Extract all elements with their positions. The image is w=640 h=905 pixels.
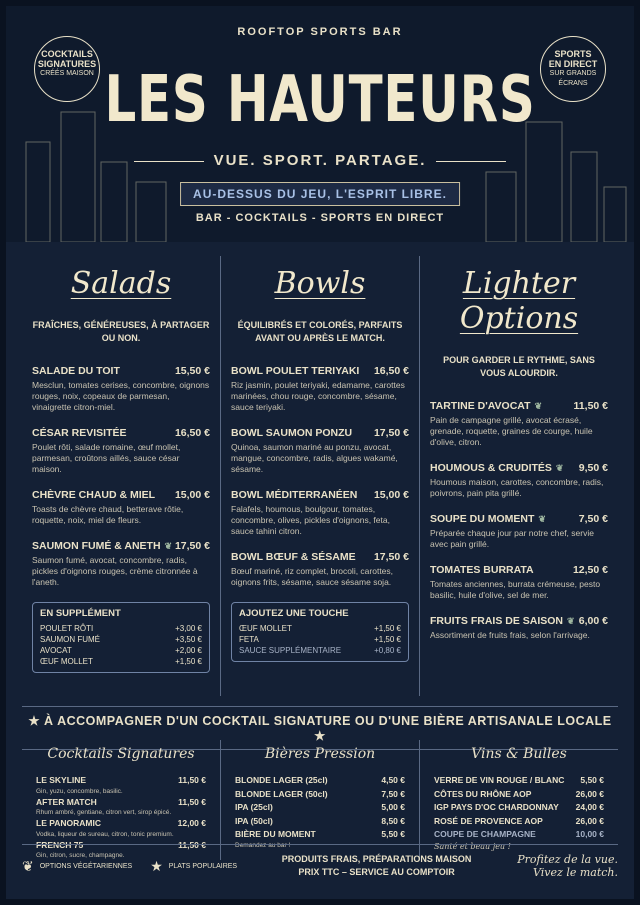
menu-item [32,489,210,526]
item-desc: Toasts de chèvre chaud, betterave rôtie, roquette, noix, miel de fleurs. [32,504,184,525]
supplement-name: ŒUF MOLLET [40,657,93,666]
item-desc: Assortiment de fruits frais, selon l'arrivage. [430,630,590,640]
leaf-icon: ❦ [555,463,564,473]
header-subline: BAR - COCKTAILS - SPORTS EN DIRECT [195,212,445,224]
drink-name: AFTER MATCH [36,796,97,807]
drink-price: 11,50 € [178,775,206,785]
legend-veg-label: OPTIONS VÉGÉTARIENNES [39,862,133,870]
supplement-title: EN SUPPLÉMENT [40,608,121,619]
badge-left-line2: SIGNATURES [37,59,97,69]
footer-script [498,853,618,879]
item-name: TARTINE D'AVOCAT [430,400,531,412]
item-name: BOWL SAUMON PONZU [231,427,353,439]
pairing-banner: ★ À ACCOMPAGNER D'UN COCKTAIL SIGNATURE OU D'UNE BIÈRE ARTISANALE LOCALE ★ [22,706,618,750]
lighter-column [419,256,618,696]
item-name: TOMATES BURRATA [430,564,534,576]
drinks-section [22,740,618,860]
drink-desc: Gin, yuzu, concombre, basilic. [36,787,123,795]
item-price: 17,50 € [373,427,409,439]
item-desc: Houmous maison, carottes, concombre, radis, poivrons, pain pita grillé. [430,477,604,498]
legend-veg [22,857,133,874]
footer-center [255,853,498,879]
beers-title: Bières Pression [264,746,376,762]
extras-box [231,602,409,662]
menu-item [430,462,608,499]
legend-popular [150,857,238,874]
menu-item [32,427,210,475]
drink-name: LE PANORAMIC [36,818,102,828]
drink-name: IPA (25cl) [235,802,273,812]
item-name: SALADE DU TOIT [32,365,120,377]
tagline: VUE. SPORT. PARTAGE. [6,152,634,169]
supplement-name: SAUMON FUMÉ [40,635,100,644]
item-price: 16,50 € [373,365,409,377]
drink-name: FRENCH 75 [36,839,84,850]
extra-name: ŒUF MOLLET [239,624,292,633]
bowls-subtitle: ÉQUILIBRÉS ET COLORÉS, PARFAITS AVANT OU APRÈS LE MATCH. [237,320,403,343]
item-desc: Mesclun, tomates cerises, concombre, oignons rouges, noix, copeaux de parmesan, vinaigrette citron-miel. [32,380,210,412]
supplement-name: AVOCAT [40,646,72,655]
drink-name: COUPE DE CHAMPAGNE [434,829,536,839]
salads-column [22,256,220,696]
footer-line2: PRIX TTC – SERVICE AU COMPTOIR [298,867,455,877]
supplement-price: +3,00 € [175,624,202,633]
food-columns [22,256,618,696]
item-name: BOWL POULET TERIYAKI [231,365,360,377]
drink-price: 12,00 € [177,818,206,828]
salads-title: Salads [70,266,172,301]
leaf-icon: ❦ [538,514,546,524]
drink-desc: Vodka, liqueur de sureau, citron, tonic premium. [36,830,174,838]
item-desc: Préparée chaque jour par notre chef, servie avec pain grillé. [430,528,594,549]
menu-item [430,564,608,601]
drink-price: 5,50 € [381,829,405,839]
menu-item [231,489,409,537]
drink-name: BLONDE LAGER (25cl) [235,775,328,785]
drink-price: 10,00 € [575,829,604,839]
badge-left-line3: CRÉÉS MAISON [40,70,94,77]
bowls-title: Bowls [274,266,366,301]
badge-left-line1: COCKTAILS [41,49,93,59]
item-name: FRUITS FRAIS DE SAISON [430,615,564,627]
menu-footer [22,841,618,887]
item-name: CHÈVRE CHAUD & MIEL [32,489,156,501]
extra-price: +0,80 € [374,646,401,655]
badge-right-line2: EN DIRECT [548,59,598,69]
wines-column [419,740,618,860]
legend-popular-label: PLATS POPULAIRES [168,862,238,870]
item-desc: Tomates anciennes, burrata crémeuse, pesto basilic, huile d'olive, sel de mer. [430,579,601,600]
menu-header [6,6,634,242]
cocktails-title: Cocktails Signatures [47,746,195,762]
leaf-icon: ❦ [567,616,575,626]
menu-item [32,365,210,413]
drink-price: 11,50 € [178,796,206,807]
item-name: SAUMON FUMÉ & ANETH [32,540,161,552]
beers-column [220,740,419,860]
supplement-price: +1,50 € [175,657,202,666]
item-price: 15,50 € [174,365,210,377]
menu-item [231,427,409,475]
item-desc: Falafels, houmous, boulgour, tomates, concombre, olives, pickles d'oignons, feta, sauce tahini citron. [231,504,390,536]
item-desc: Quinoa, saumon mariné au ponzu, avocat, mangue, concombre, radis, algues wakamé, sésame. [231,442,398,474]
drink-price: 26,00 € [575,788,604,799]
header-banner: AU-DESSUS DU JEU, L'ESPRIT LIBRE. [180,182,460,206]
extras-title: AJOUTEZ UNE TOUCHE [239,608,349,619]
drink-name: IPA (50cl) [235,815,273,826]
salads-subtitle: FRAÎCHES, GÉNÉREUSES, À PARTAGER OU NON. [32,320,210,343]
drink-price: 8,50 € [381,815,405,826]
drink-price: 5,00 € [381,802,405,812]
badge-right-line1: SPORTS [554,49,592,59]
drink-name: IGP PAYS D'OC CHARDONNAY [434,802,559,812]
wine-note: Santé et beau jeu ! [434,841,511,851]
item-desc: Pain de campagne grillé, avocat écrasé, grenade, roquette, graines de courge, huile d'olive, citron. [430,415,593,447]
item-price: 15,00 € [373,489,409,501]
item-price: 12,50 € [572,564,608,576]
wines-title: Vins & Bulles [471,746,567,762]
menu-item [430,615,608,641]
item-price: 7,50 € [578,513,608,525]
item-desc: Riz jasmin, poulet teriyaki, edamame, carottes marinées, chou rouge, concombre, sésame, sauce teriyaki. [231,380,405,412]
drink-name: ROSÉ DE PROVENCE AOP [434,815,543,826]
drink-price: 11,50 € [178,839,206,850]
item-price: 17,50 € [174,540,210,552]
supplement-price: +2,00 € [175,646,202,655]
item-name: BOWL MÉDITERRANÉEN [231,489,358,501]
badge-right-line3: SUR GRANDS ÉCRANS [549,70,597,87]
item-price: 11,50 € [573,400,608,412]
beer-note: Demandez au bar ! [235,841,291,849]
drink-name: CÔTES DU RHÔNE AOP [434,788,532,799]
star-icon: ★ [150,857,163,874]
leaf-icon: ❦ [164,541,173,551]
supplement-price: +3,50 € [175,635,202,644]
extra-name: FETA [239,635,259,644]
leaf-icon: ❦ [22,857,34,874]
rooftop-label: ROOFTOP SPORTS BAR [237,26,403,38]
item-desc: Poulet rôti, salade romaine, œuf mollet, parmesan, croûtons aillés, sauce césar maison. [32,442,181,474]
menu-item [430,400,608,448]
menu-item [231,365,409,413]
item-desc: Bœuf mariné, riz complet, brocoli, carottes, oignons frits, sésame, sauce sésame soja. [231,566,394,587]
menu-item [231,551,409,588]
item-price: 16,50 € [174,427,210,439]
menu-item [430,513,608,550]
bowls-column [220,256,419,696]
item-price: 15,00 € [174,489,210,501]
menu-item [32,540,210,588]
drink-name: BIÈRE DU MOMENT [235,829,316,839]
lighter-subtitle: POUR GARDER LE RYTHME, SANS VOUS ALOURDIR. [443,355,595,378]
page-title: LES HAUTEURS [104,63,536,137]
leaf-icon: ❦ [534,401,543,411]
item-name: SOUPE DU MOMENT [430,513,535,525]
item-name: CÉSAR REVISITÉE [32,427,127,439]
footer-line1: PRODUITS FRAIS, PRÉPARATIONS MAISON [281,854,472,864]
lighter-title: Lighter Options [459,266,579,336]
drink-desc: Gin, citron, sucre, champagne. [36,852,125,859]
drink-price: 7,50 € [381,788,405,799]
extra-price: +1,50 € [374,624,401,633]
drink-price: 4,50 € [381,775,405,785]
drink-name: LE SKYLINE [36,775,87,785]
footer-script-line2: Vivez le match. [533,866,618,879]
drink-desc: Rhum ambré, gentiane, citron vert, sirop épicé. [36,809,172,816]
drink-name: VERRE DE VIN ROUGE / BLANC [434,775,565,785]
item-price: 6,00 € [578,615,608,627]
drink-price: 26,00 € [575,815,604,826]
item-name: HOUMOUS & CRUDITÉS [430,462,552,474]
drink-price: 24,00 € [575,802,604,812]
cocktails-column [22,740,220,860]
supplement-name: POULET RÔTI [40,624,94,633]
supplement-box [32,602,210,673]
drink-price: 5,50 € [580,775,604,785]
extra-price: +1,50 € [374,635,401,644]
drink-name: BLONDE LAGER (50cl) [235,788,328,799]
footer-script-line1: Profitez de la vue. [517,853,618,866]
item-price: 17,50 € [373,551,409,563]
item-price: 9,50 € [578,462,608,474]
extra-name: SAUCE SUPPLÉMENTAIRE [239,646,342,655]
item-desc: Saumon fumé, avocat, concombre, radis, pickles d'oignons rouges, crème citronnée à l'aneth. [32,555,198,587]
item-name: BOWL BŒUF & SÉSAME [231,551,356,563]
